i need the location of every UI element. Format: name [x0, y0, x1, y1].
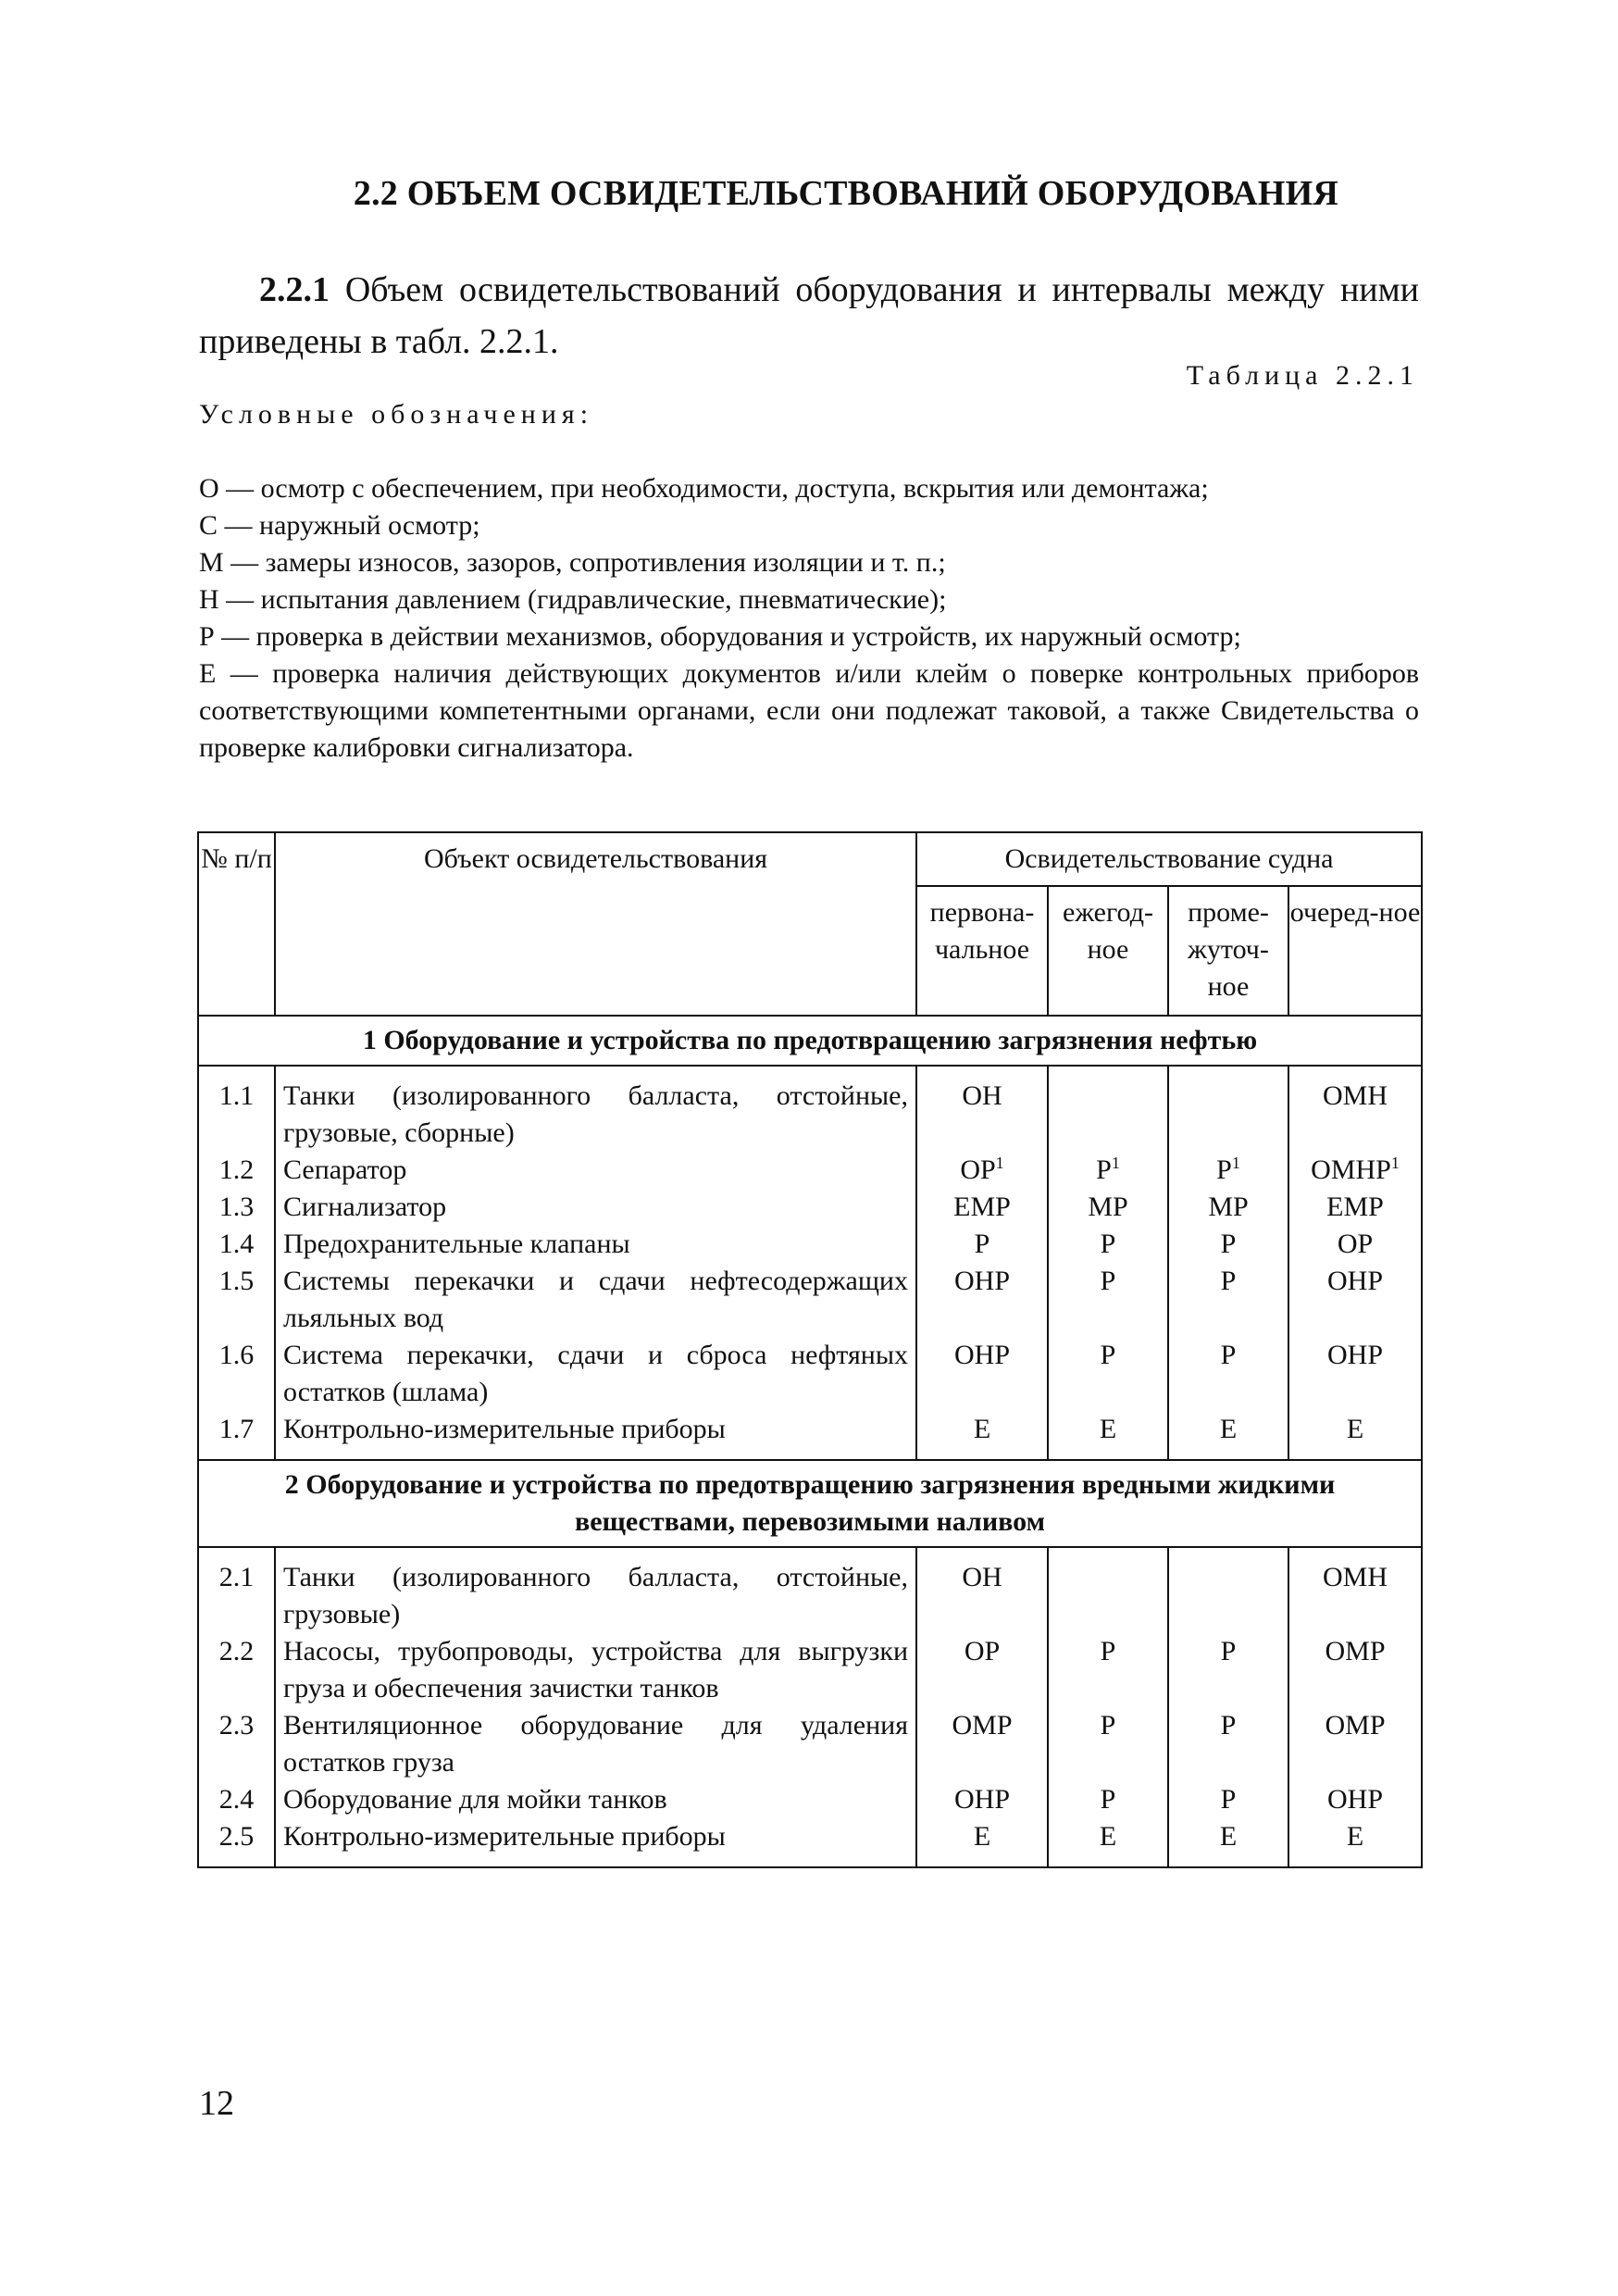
intro-paragraph [199, 264, 1419, 368]
table-row-object: Контрольно-измерительные приборы [283, 1821, 726, 1852]
legend-item-h: Н — испытания давлением (гидравлические, пневматические); [199, 584, 947, 615]
legend-title: Условные обозначения: [199, 399, 594, 430]
table-section-2-body: 2.1 2.2 2.3 2.4 2.5 Танки (изолированного балласта, отстойные, грузовые) Насосы, трубопроводы, устройства для выгрузки груза и обеспечения зачистки танков Вентиляционное оборудование для удаления остатков груза Оборудование для мойки танков Контрольно-измерительные приборы ОН ОР ОМР ОНР Е Р Р Р Е Р Р Р Е ОМН ОМР ОМР ОНР Е [198, 1547, 1422, 1867]
legend-item-m: М — замеры износов, зазоров, сопротивления изоляции и т. п.; [199, 547, 946, 578]
survey-table [197, 831, 1423, 1868]
legend-item-e: Е — проверка наличия действующих документов и/или клейм о поверке контрольных приборов соответствующими компетентными органами, если они подлежат таковой, а также Свидетельства о проверке калибровки сигнализатора. [199, 658, 1419, 763]
table-row-object: Танки (изолированного балласта, отстойные, грузовые, сборные) [283, 1080, 908, 1148]
page-number: 12 [199, 2084, 234, 2123]
table-row-object: Системы перекачки и сдачи нефтесодержащих льяльных вод [283, 1266, 908, 1333]
table-row-object: Сигнализатор [283, 1192, 447, 1222]
header-annual: ежегод-ное [1048, 886, 1168, 1016]
intro-text: Объем освидетельствований оборудования и интервалы между ними приведены в табл. 2.2.1. [199, 270, 1419, 361]
table-row-object: Сепаратор [283, 1154, 407, 1185]
table-caption: Таблица 2.2.1 [1186, 360, 1419, 391]
table-row-object: Оборудование для мойки танков [283, 1784, 667, 1815]
header-renewal: очеред-ное [1288, 886, 1422, 1016]
paragraph-number: 2.2.1 [259, 270, 330, 309]
header-object: Объект освидетельствования [275, 832, 916, 1016]
section-1-title: 1 Оборудование и устройства по предотвращению загрязнения нефтью [198, 1016, 1422, 1066]
section-2-title: 2 Оборудование и устройства по предотвращению загрязнения вредными жидкими веществами, перевозимыми наливом [198, 1460, 1422, 1547]
legend [199, 470, 1419, 767]
header-intermediate: проме-жуточ-ное [1168, 886, 1288, 1016]
header-num: № п/п [198, 832, 275, 1016]
table-row-object: Предохранительные клапаны [283, 1229, 630, 1259]
table-row-object: Система перекачки, сдачи и сброса нефтяных остатков (шлама) [283, 1340, 908, 1407]
legend-item-o: О — осмотр с обеспечением, при необходимости, доступа, вскрытия или демонтажа; [199, 473, 1209, 504]
table-row-object: Контрольно-измерительные приборы [283, 1414, 726, 1444]
table-section-1-body: 1.1 1.2 1.3 1.4 1.5 1.6 1.7 Танки (изолированного балласта, отстойные, грузовые, сборные) Сепаратор Сигнализатор Предохранительные клапаны Системы перекачки и сдачи нефтесодержащих льяльных вод Система перекачки, сдачи и сброса нефтяных остатков (шлама) Контрольно-измерительные приборы ОН $ОР^1$ ЕМР Р ОНР ОНР Е $Р^1$ МР Р Р Р Е $Р^1$ МР Р Р Р Е ОМН ОМНР$^1$ ЕМР ОР ОНР ОНР Е [198, 1066, 1422, 1460]
header-initial: первона-чальное [916, 886, 1048, 1016]
header-survey: Освидетельствование судна [916, 832, 1422, 886]
legend-item-c: С — наружный осмотр; [199, 510, 480, 541]
table-row-object: Танки (изолированного балласта, отстойные, грузовые) [283, 1562, 908, 1629]
table-row-object: Вентиляционное оборудование для удаления остатков груза [283, 1710, 908, 1778]
table-row-object: Насосы, трубопроводы, устройства для выгрузки груза и обеспечения зачистки танков [283, 1636, 908, 1703]
section-heading: 2.2 ОБЪЕМ ОСВИДЕТЕЛЬСТВОВАНИЙ ОБОРУДОВАНИЯ [353, 174, 1339, 213]
legend-item-p: Р — проверка в действии механизмов, оборудования и устройств, их наружный осмотр; [199, 621, 1241, 652]
